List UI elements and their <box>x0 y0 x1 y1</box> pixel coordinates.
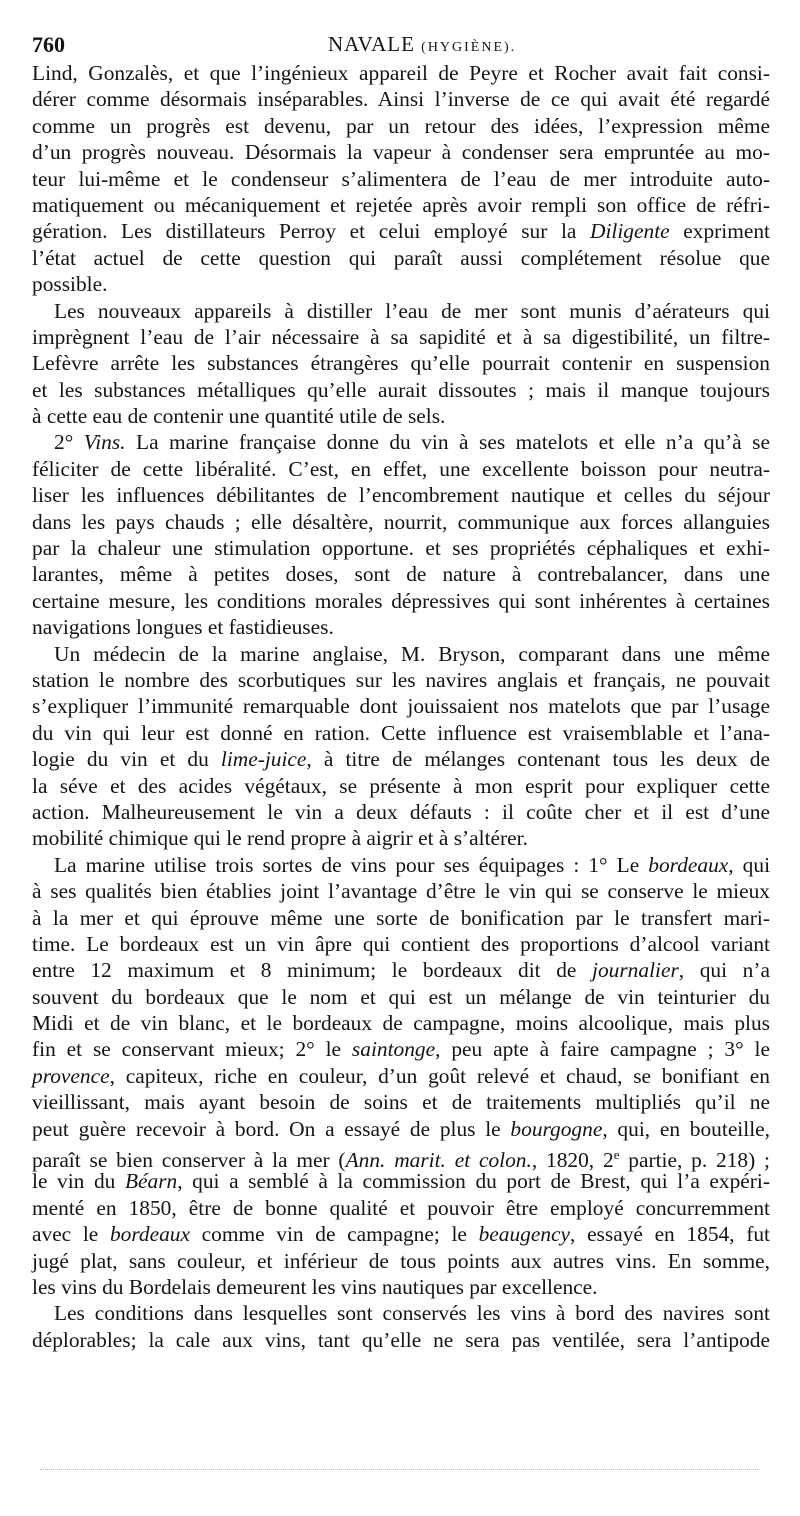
text-line <box>32 614 770 640</box>
text-line <box>32 377 770 403</box>
text-segment: action. Malheureusement le vin a deux défauts : il coûte cher et il est d’une <box>32 799 770 824</box>
text-segment: féliciter de cette libéralité. C’est, en effet, une excellente boisson pour neutra- <box>32 456 770 481</box>
text-segment: paraît se bien conserver à la mer ( <box>32 1148 346 1173</box>
text-line <box>32 588 770 614</box>
text-segment: partie, p. 218) ; <box>619 1148 770 1173</box>
text-segment: s’expliquer l’immunité remarquable dont jouissaient nos matelots que par l’usage <box>32 694 770 719</box>
text-line <box>32 852 770 878</box>
text-line <box>32 1063 770 1089</box>
text-segment: teur lui-même et le condenseur s’alimentera de l’eau de mer introduite auto- <box>32 166 770 191</box>
text-line <box>32 403 770 429</box>
text-line <box>32 667 770 693</box>
text-segment: par la chaleur une stimulation opportune. et ses propriétés céphaliques et exhi- <box>32 536 770 561</box>
text-segment: avec le <box>32 1222 110 1247</box>
running-title-main: NAVALE <box>328 32 415 56</box>
text-segment: Lefèvre arrête les substances étrangères qu’elle pourrait contenir en suspension <box>32 351 770 376</box>
text-segment: matiquement ou mécaniquement et rejetée après avoir rempli son office de réfri- <box>32 192 770 217</box>
text-segment: imprègnent l’eau de l’air nécessaire à sa sapidité et à sa digestibilité, un filtre- <box>32 324 770 349</box>
text-segment: déplorables; la cale aux vins, tant qu’elle ne sera pas ventilée, sera l’antipode <box>32 1327 770 1352</box>
text-segment: Les conditions dans lesquelles sont conservés les vins à bord des navires sont <box>54 1301 770 1326</box>
page-number: 760 <box>32 32 65 57</box>
text-line <box>32 192 770 218</box>
text-line <box>32 1036 770 1062</box>
text-line <box>32 957 770 983</box>
text-line <box>32 1089 770 1115</box>
text-segment: d’un progrès nouveau. Désormais la vapeur à condenser sera empruntée au mo- <box>32 140 770 165</box>
text-segment: station le nombre des scorbutiques sur les navires anglais et français, ne pouvait <box>32 667 770 692</box>
text-line <box>32 482 770 508</box>
text-segment: navigations longues et fastidieuses. <box>32 615 334 640</box>
text-line <box>32 931 770 957</box>
text-segment: Lind, Gonzalès, et que l’ingénieux appareil de Peyre et Rocher avait fait consi- <box>32 61 770 85</box>
text-segment: dans les pays chauds ; elle désaltère, nourrit, communique aux forces allanguies <box>32 509 770 534</box>
text-segment: Midi et de vin blanc, et le bordeaux de campagne, moins alcoolique, mais plus <box>32 1011 770 1036</box>
text-segment: à la mer et qui éprouve même une sorte de bonification par le transfert mari- <box>32 905 770 930</box>
running-header <box>32 22 770 62</box>
text-segment: comme un progrès est devenu, par un retour des idées, l’expression même <box>32 113 770 138</box>
text-segment: , capiteux, riche en couleur, d’un goût relevé et chaud, se bonifiant en <box>109 1063 770 1088</box>
text-segment: comme vin de campagne; le <box>189 1222 479 1247</box>
text-line <box>32 1274 770 1300</box>
text-line <box>32 641 770 667</box>
text-segment: entre 12 maximum et 8 minimum; le bordeaux dit de <box>32 958 593 983</box>
text-line <box>32 60 770 86</box>
text-segment: fin et se conservant mieux; 2° le <box>32 1037 352 1062</box>
italic-term: lime-juice <box>220 747 307 772</box>
text-line <box>32 1010 770 1036</box>
text-segment: La marine française donne du vin à ses matelots et elle n’a qu’à se <box>125 430 770 455</box>
text-segment: expriment <box>669 219 770 244</box>
text-segment: larantes, même à petites doses, sont de nature à contrebalancer, dans une <box>32 562 770 587</box>
italic-term: bourgogne <box>510 1116 603 1141</box>
text-line <box>32 166 770 192</box>
text-segment: menté en 1850, être de bonne qualité et pouvoir être employé concurremment <box>32 1195 770 1220</box>
text-line <box>32 878 770 904</box>
text-segment: , qui a semblé à la commission du port de Brest, qui l’a expéri- <box>177 1169 770 1194</box>
text-line <box>32 456 770 482</box>
text-segment: La marine utilise trois sortes de vins pour ses équipages : 1° Le <box>54 852 649 877</box>
text-segment: Les nouveaux appareils à distiller l’eau de mer sont munis d’aérateurs qui <box>54 298 770 323</box>
text-segment: logie du vin et du <box>32 747 221 772</box>
italic-term: journalier <box>592 958 679 983</box>
text-segment: l’état actuel de cette question qui paraît aussi complétement résolue que <box>32 245 770 270</box>
text-line <box>32 350 770 376</box>
text-segment: , essayé en 1854, fut <box>570 1222 770 1247</box>
text-segment: gération. Les distillateurs Perroy et celui employé sur la <box>32 219 591 244</box>
text-segment: mobilité chimique qui le rend propre à aigrir et à s’altérer. <box>32 826 528 851</box>
text-segment: , peu apte à faire campagne ; 3° le <box>435 1037 770 1062</box>
text-segment: vieillissant, mais ayant besoin de soins et de traitements multipliés qu’il ne <box>32 1090 770 1115</box>
text-segment: du vin qui leur est donné en ration. Cette influence est vraisemblable et l’ana- <box>32 720 770 745</box>
italic-term: provence <box>32 1063 110 1088</box>
text-line <box>32 825 770 851</box>
text-line <box>32 218 770 244</box>
superscript: e <box>613 1147 620 1163</box>
text-segment: , à titre de mélanges contenant tous les deux de <box>306 747 770 772</box>
text-segment: souvent du bordeaux que le nom et qui est un mélange de vin teinturier du <box>32 984 770 1009</box>
text-segment: , qui n’a <box>678 958 770 983</box>
text-segment: possible. <box>32 272 108 297</box>
text-segment: à cette eau de contenir une quantité utile de sels. <box>32 404 446 429</box>
italic-term: Ann. marit. et colon. <box>345 1148 532 1173</box>
text-segment: à ses qualités bien établies joint l’avantage d’être le vin qui se conserve le mieux <box>32 879 770 904</box>
italic-term: Béarn <box>124 1169 178 1194</box>
text-line <box>32 139 770 165</box>
text-segment: dérer comme désormais inséparables. Ainsi l’inverse de ce qui avait été regardé <box>32 87 770 112</box>
text-line <box>32 746 770 772</box>
text-line <box>32 693 770 719</box>
text-segment: , qui, en bouteille, <box>602 1116 770 1141</box>
text-line <box>32 1221 770 1247</box>
text-segment: certaine mesure, les conditions morales dépressives qui sont inhérentes à certaines <box>32 588 770 613</box>
text-line <box>32 535 770 561</box>
text-line <box>32 1327 770 1353</box>
text-segment: peut guère recevoir à bord. On a essayé de plus le <box>32 1116 511 1141</box>
text-segment: time. Le bordeaux est un vin âpre qui contient des proportions d’alcool variant <box>32 931 770 956</box>
text-segment: Un médecin de la marine anglaise, M. Bryson, comparant dans une même <box>54 641 770 666</box>
text-line <box>32 324 770 350</box>
italic-term: bordeaux <box>109 1222 190 1247</box>
text-line <box>32 1195 770 1221</box>
text-segment: liser les influences débilitantes de l’encombrement nautique et celles du séjour <box>32 483 770 508</box>
text-line <box>32 773 770 799</box>
body-text <box>32 60 770 1353</box>
running-title-sub: (HYGIÈNE). <box>421 40 517 55</box>
text-line <box>32 298 770 324</box>
text-segment: , qui <box>728 852 771 877</box>
text-line <box>32 1248 770 1274</box>
text-segment: , 1820, 2 <box>531 1148 614 1173</box>
text-segment: 2° <box>54 430 84 455</box>
text-line <box>32 245 770 271</box>
italic-term: beaugency <box>478 1222 571 1247</box>
italic-term: Diligente <box>590 219 670 244</box>
text-line <box>32 561 770 587</box>
text-segment: les vins du Bordelais demeurent les vins nautiques par excellence. <box>32 1274 598 1299</box>
italic-term: Vins. <box>83 430 126 455</box>
text-line <box>32 1168 770 1194</box>
text-line <box>32 720 770 746</box>
text-line <box>32 1116 770 1142</box>
footer-rule <box>40 1469 760 1470</box>
text-line <box>32 905 770 931</box>
text-line <box>32 799 770 825</box>
text-line <box>32 271 770 297</box>
text-line <box>32 429 770 455</box>
text-segment: jugé plat, sans couleur, et inférieur de tous points aux autres vins. En somme, <box>32 1248 770 1273</box>
text-segment: et les substances métalliques qu’elle aurait dissoutes ; mais il manque toujours <box>32 377 770 402</box>
text-line <box>32 113 770 139</box>
italic-term: saintonge <box>351 1037 436 1062</box>
text-segment: la séve et des acides végétaux, se présente à mon esprit pour expliquer cette <box>32 773 770 798</box>
text-line <box>32 86 770 112</box>
text-line <box>32 984 770 1010</box>
text-line <box>32 509 770 535</box>
text-segment: le vin du <box>32 1169 125 1194</box>
running-title <box>328 32 516 57</box>
italic-term: bordeaux <box>648 852 729 877</box>
text-line <box>32 1300 770 1326</box>
text-line <box>32 1142 770 1173</box>
